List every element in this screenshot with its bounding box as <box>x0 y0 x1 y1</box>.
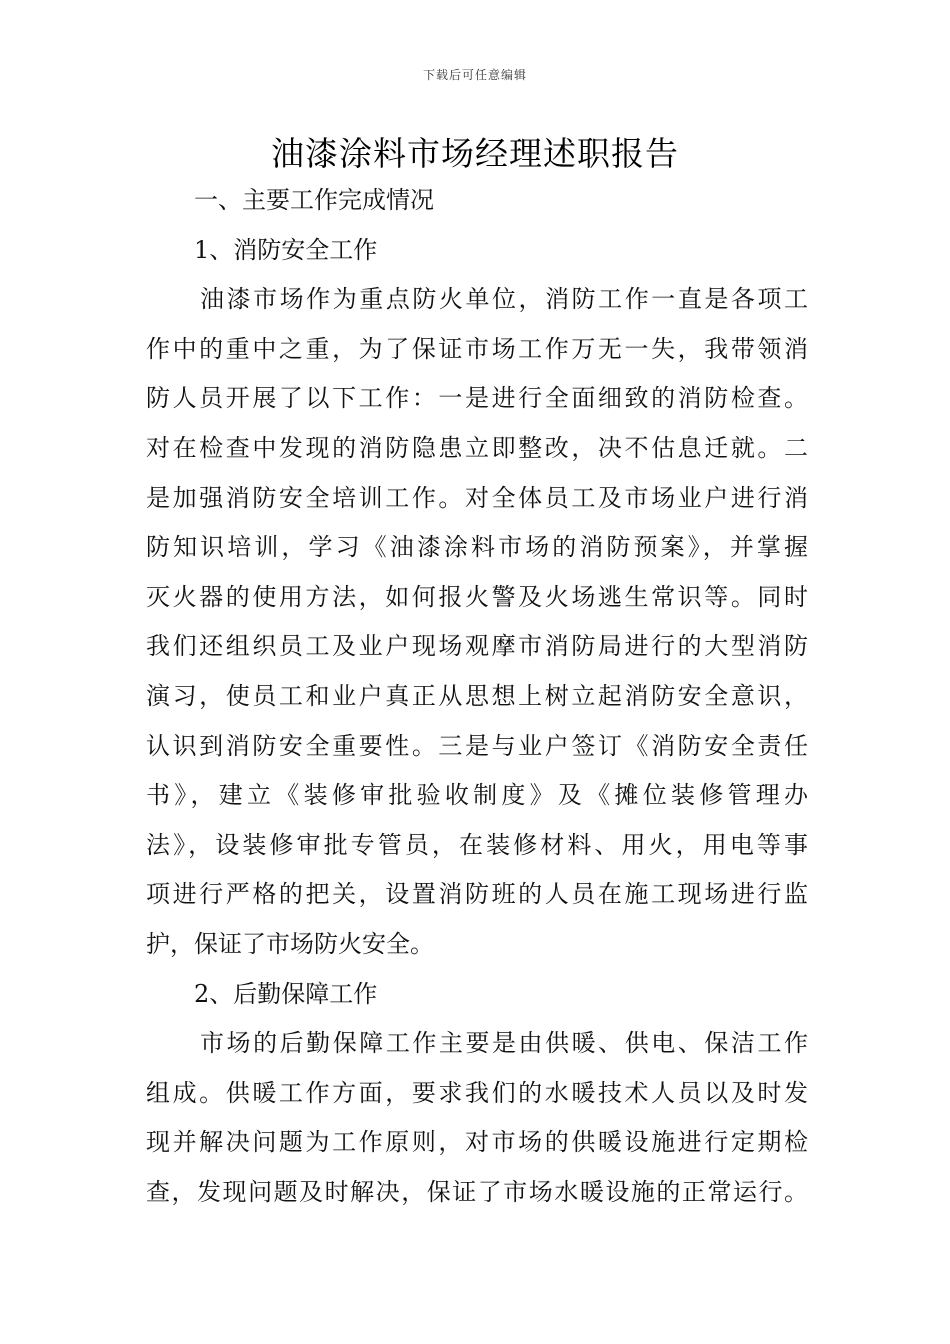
header-note: 下载后可任意编辑 <box>422 68 527 82</box>
document-body <box>146 176 808 1217</box>
section-heading: 一、主要工作完成情况 <box>194 186 434 214</box>
paragraph-line: 是加强消防安全培训工作。对全体员工及市场业户进行消 <box>146 483 808 512</box>
paragraph-line: 防知识培训，学习《油漆涂料市场的消防预案》，并掌握 <box>146 533 808 562</box>
paragraph-line: 我们还组织员工及业户现场观摩市消防局进行的大型消防 <box>146 632 808 661</box>
paragraph-line: 组成。供暖工作方面，要求我们的水暖技术人员以及时发 <box>146 1078 808 1107</box>
paragraph-line: 灭火器的使用方法，如何报火警及火场逃生常识等。同时 <box>146 582 808 611</box>
paragraph-line: 对在检查中发现的消防隐患立即整改，决不估息迁就。二 <box>146 433 808 462</box>
paragraph-line: 防人员开展了以下工作：一是进行全面细致的消防检查。 <box>146 384 808 413</box>
paragraph-line: 作中的重中之重，为了保证市场工作万无一失，我带领消 <box>146 334 808 363</box>
paragraph-line: 油漆市场作为重点防火单位，消防工作一直是各项工 <box>200 285 808 314</box>
paragraph-line: 查，发现问题及时解决，保证了市场水暖设施的正常运行。 <box>146 1177 808 1206</box>
paragraph-line: 认识到消防安全重要性。三是与业户签订《消防安全责任 <box>146 731 808 760</box>
paragraph-line: 护，保证了市场防火安全。 <box>146 929 434 958</box>
subsection-heading: 2、后勤保障工作 <box>194 979 378 1008</box>
subsection-heading: 1、消防安全工作 <box>194 235 378 264</box>
paragraph-line: 书》，建立《装修审批验收制度》及《摊位装修管理办 <box>146 781 808 810</box>
paragraph-line: 法》，设装修审批专管员，在装修材料、用火，用电等事 <box>146 830 808 859</box>
paragraph-line: 项进行严格的把关，设置消防班的人员在施工现场进行监 <box>146 880 808 909</box>
paragraph-line: 市场的后勤保障工作主要是由供暖、供电、保洁工作 <box>200 1029 808 1058</box>
document-title: 油漆涂料市场经理述职报告 <box>271 134 679 173</box>
paragraph-line: 现并解决问题为工作原则，对市场的供暖设施进行定期检 <box>146 1128 808 1157</box>
paragraph-line: 演习，使员工和业户真正从思想上树立起消防安全意识， <box>146 681 808 710</box>
